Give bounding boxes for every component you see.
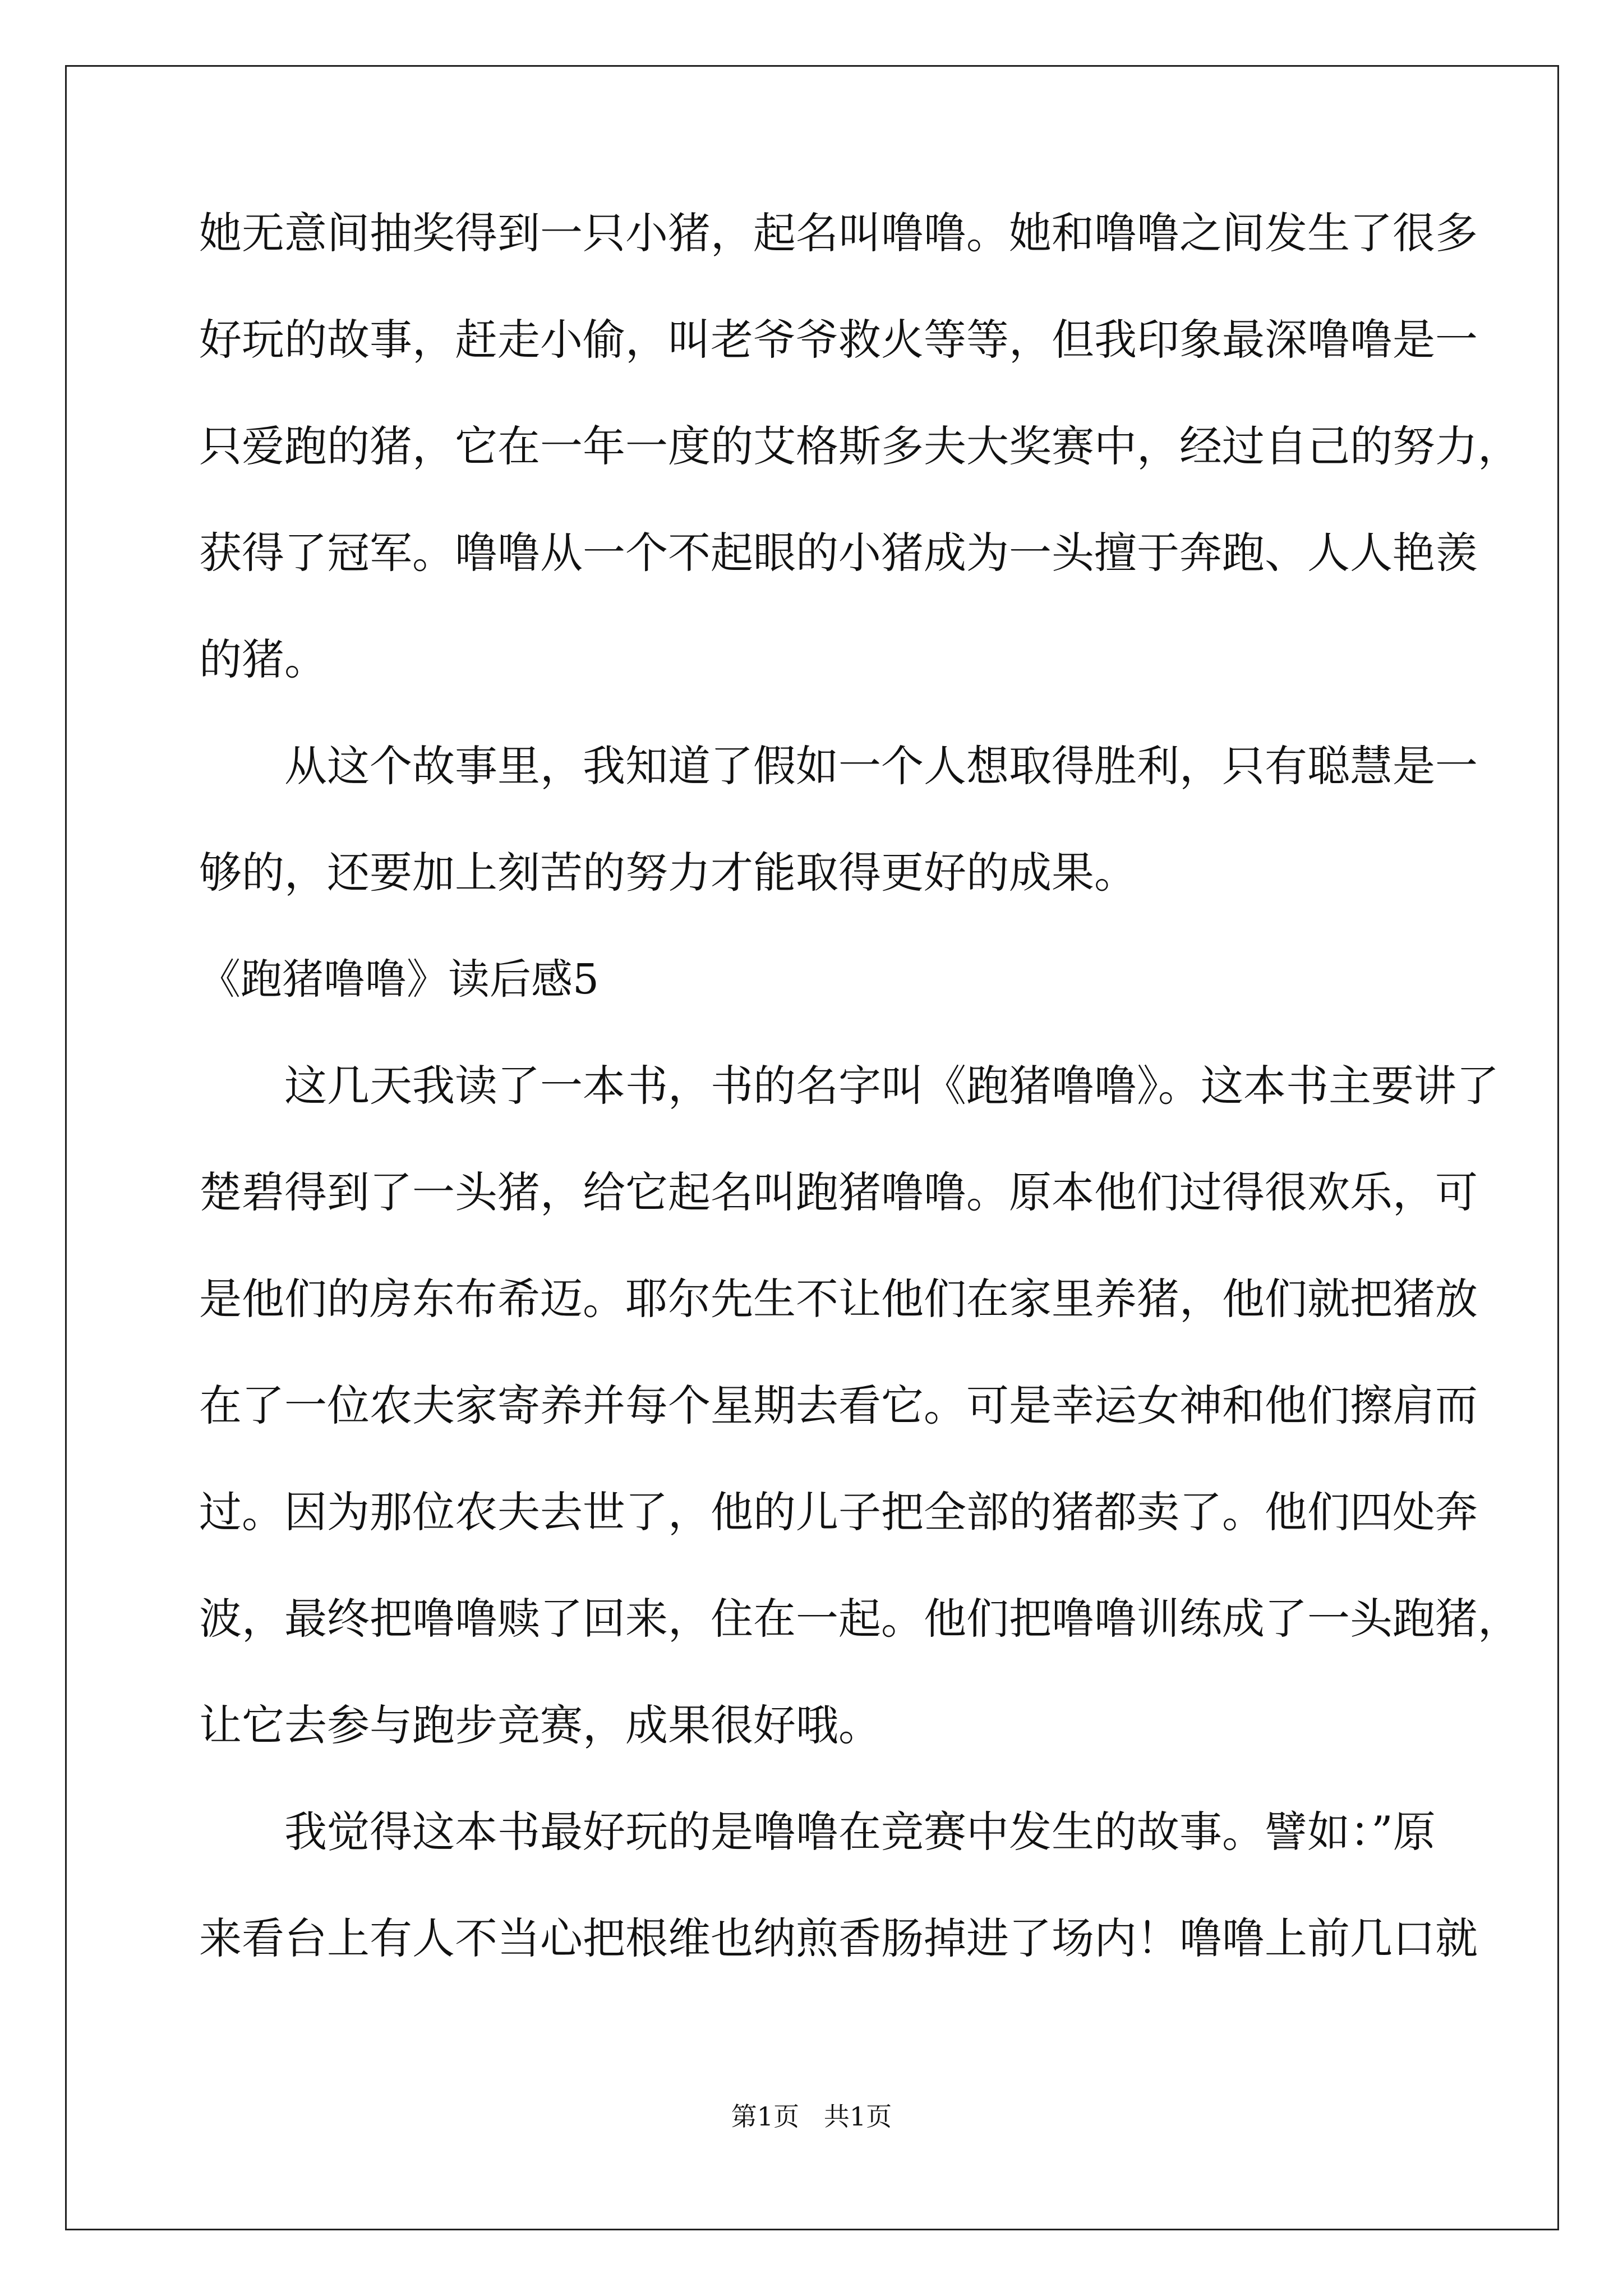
- text-line: 是他们的房东布希迈。耶尔先生不让他们在家里养猪，他们就把猪放: [199, 1274, 1478, 1324]
- text-line: 波，最终把噜噜赎了回来，住在一起。他们把噜噜训练成了一头跑猪，: [199, 1594, 1520, 1644]
- text-line: 好玩的故事，赶走小偷，叫老爷爷救火等等，但我印象最深噜噜是一: [199, 315, 1478, 365]
- text-line: 过。因为那位农夫去世了，他的儿子把全部的猪都卖了。他们四处奔: [199, 1487, 1478, 1537]
- text-line: 获得了冠军。噜噜从一个不起眼的小猪成为一头擅于奔跑、人人艳羡: [199, 528, 1478, 578]
- page-footer: 第1页 共1页: [731, 2101, 892, 2132]
- text-line: 让它去参与跑步竞赛，成果很好哦。: [199, 1700, 881, 1750]
- document-body: [199, 208, 1520, 2024]
- text-line: 来看台上有人不当心把根维也纳煎香肠掉进了场内！噜噜上前几口就: [199, 1913, 1478, 1963]
- text-line: 只爱跑的猪，它在一年一度的艾格斯多夫大奖赛中，经过自己的努力，: [199, 421, 1520, 471]
- paragraph-first-line: 这几天我读了一本书，书的名字叫《跑猪噜噜》。这本书主要讲了: [284, 1061, 1499, 1111]
- section-title: 《跑猪噜噜》读后感5: [199, 955, 600, 1004]
- text-line: 楚碧得到了一头猪，给它起名叫跑猪噜噜。原本他们过得很欢乐，可: [199, 1167, 1478, 1217]
- text-line: 她无意间抽奖得到一只小猪，起名叫噜噜。她和噜噜之间发生了很多: [199, 208, 1478, 258]
- text-line: 的猪。: [199, 634, 327, 684]
- paragraph-first-line: 我觉得这本书最好玩的是噜噜在竞赛中发生的故事。譬如：”原: [284, 1807, 1436, 1857]
- text-line: 够的，还要加上刻苦的努力才能取得更好的成果。: [199, 848, 1137, 898]
- text-line: 在了一位农夫家寄养并每个星期去看它。可是幸运女神和他们擦肩而: [199, 1381, 1478, 1430]
- paragraph-first-line: 从这个故事里，我知道了假如一个人想取得胜利，只有聪慧是一: [284, 741, 1478, 791]
